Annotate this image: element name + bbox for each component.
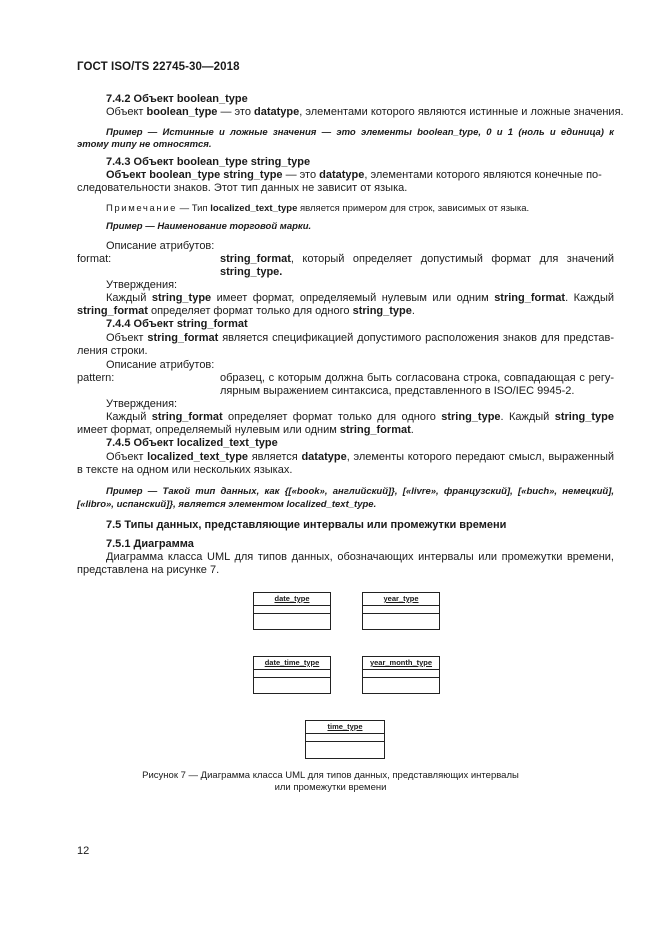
example-7-4-2-line1: Пример — Истинные и ложные значения — это элементы boolean_type, 0 и 1 (ноль и единица) к [106,127,614,138]
uml-class-time-type [305,720,385,759]
text-run: . [411,305,415,317]
uml-class-name: time_type [306,721,384,734]
term: boolean_type [146,106,218,118]
text-run: определяет формат только для одного [147,305,353,317]
figure-caption-line2: или промежутки времени [274,782,387,793]
term: localized_text_type [147,451,249,463]
page-header-title: ГОСТ ISO/TS 22745-30—2018 [77,61,240,73]
section-7-4-4-heading: 7.4.4 Объект string_format [106,318,248,330]
text-run: Каждый [106,411,152,423]
section-7-4-5-paragraph-line1 [106,451,614,464]
text-run: является [248,451,302,463]
text-run: определяет формат только для одного [222,411,442,423]
text-run: , элементы которого передают смысл, выраженный [346,451,615,463]
text-run: — Тип [177,203,211,214]
section-7-4-3-paragraph-line1 [106,169,614,182]
uml-attributes-section [363,670,439,678]
uml-class-date-type [253,592,331,630]
attribute-name-format: format: [77,253,112,265]
assertion-7-4-4-line1 [106,411,614,424]
term: string_type [352,305,412,317]
term: string_format [339,424,411,436]
uml-attributes-section [254,670,330,678]
text-run: — это [217,106,254,118]
attribute-pattern-desc-line2: лярным выражением синтаксиса, представленного в ISO/IEC 9945-2. [220,385,575,397]
text-run: Объект [106,451,148,463]
uml-class-name: year_type [363,593,439,606]
term: string_type [554,411,614,423]
note-7-4-3 [106,202,529,215]
text-run: , элементами которого являются истинные и ложные значения. [299,106,624,118]
assertion-7-4-3-line1 [106,292,614,305]
example-7-4-3: Пример — Наименование торговой марки. [106,221,312,232]
attribute-format-desc-line2: string_type. [220,266,283,278]
page-number: 12 [77,845,90,857]
term: string_format [151,411,223,423]
text-run: Объект [106,106,147,118]
text-run: является спецификацией допустимого расположения знаков для представ- [218,332,614,344]
section-7-4-2-paragraph [106,106,624,119]
term: string_format [220,253,291,265]
uml-class-name: date_time_type [254,657,330,670]
text-run: имеет формат, определяемый нулевым или одним [211,292,495,304]
term: Объект boolean_type string_type [106,169,283,181]
text-run: . Каждый [565,292,615,304]
attribute-description-label: Описание атрибутов: [106,240,215,252]
example-7-4-5-line1: Пример — Такой тип данных, как {[«book», английский]}, [«livre», французский], [«buch», немецкий], [106,486,614,497]
uml-attributes-section [363,606,439,614]
uml-class-year-type [362,592,440,630]
term: string_type [151,292,212,304]
assertion-7-4-3-line2 [77,305,415,318]
uml-class-name: date_type [254,593,330,606]
attribute-pattern-desc-line1: образец, с которым должна быть согласована строка, совпадающая с регу- [220,372,614,384]
note-label: Примечание [106,203,177,214]
section-7-4-3-paragraph-line2: следовательности знаков. Этот тип данных не зависит от языка. [77,182,408,194]
term: string_format [77,305,148,317]
assertion-7-4-4-line2 [77,424,414,437]
section-7-4-5-heading: 7.4.5 Объект localized_text_type [106,437,278,449]
section-7-5-1-heading: 7.5.1 Диаграмма [106,538,194,550]
section-7-5-1-paragraph-line1: Диаграмма класса UML для типов данных, обозначающих интервалы или промежутки времени, [106,551,614,563]
text-run: Каждый [106,292,152,304]
section-7-5-heading: 7.5 Типы данных, представляющие интервалы или промежутки времени [106,519,507,531]
text-run: , элементами которого являются конечные по- [364,169,602,181]
attribute-description-label: Описание атрибутов: [106,359,215,371]
assertions-label: Утверждения: [106,279,178,291]
assertions-label: Утверждения: [106,398,178,410]
uml-class-year-month-type [362,656,440,694]
section-7-4-4-paragraph-line1 [106,332,614,345]
section-7-4-5-paragraph-line2: в тексте на одном или нескольких языках. [77,464,293,476]
term: datatype [301,451,347,463]
attribute-format-desc-line1 [220,253,614,266]
section-7-4-2-heading: 7.4.2 Объект boolean_type [106,93,248,105]
text-run: — это [282,169,320,181]
uml-attributes-section [254,606,330,614]
section-7-4-3-heading: 7.4.3 Объект boolean_type string_type [106,156,311,168]
text-run: имеет формат, определяемый нулевым или одним [77,424,340,436]
text-run: . Каждый [500,411,555,423]
term: string_type [441,411,501,423]
text-run: , который определяет допустимый формат для значений [290,253,614,265]
uml-attributes-section [306,734,384,742]
section-7-4-4-paragraph-line2: ления строки. [77,345,148,357]
text-run: является примером для строк, зависимых от языка. [297,203,530,214]
term: datatype [319,169,365,181]
term: string_format [494,292,566,304]
example-7-4-2-line2: этому типу не относятся. [77,139,212,150]
text-run: . [410,424,414,436]
example-7-4-5-line2: [«libro», испанский]}, является элементом localized_text_type. [77,499,377,510]
attribute-name-pattern: pattern: [77,372,115,384]
term: localized_text_type [210,203,298,214]
figure-caption-line1: Рисунок 7 — Диаграмма класса UML для типов данных, представляющих интервалы [142,770,519,781]
section-7-5-1-paragraph-line2: представлена на рисунке 7. [77,564,220,576]
text-run: Объект [106,332,148,344]
term: datatype [254,106,300,118]
term: string_format [147,332,219,344]
uml-class-date-time-type [253,656,331,694]
uml-class-name: year_month_type [363,657,439,670]
